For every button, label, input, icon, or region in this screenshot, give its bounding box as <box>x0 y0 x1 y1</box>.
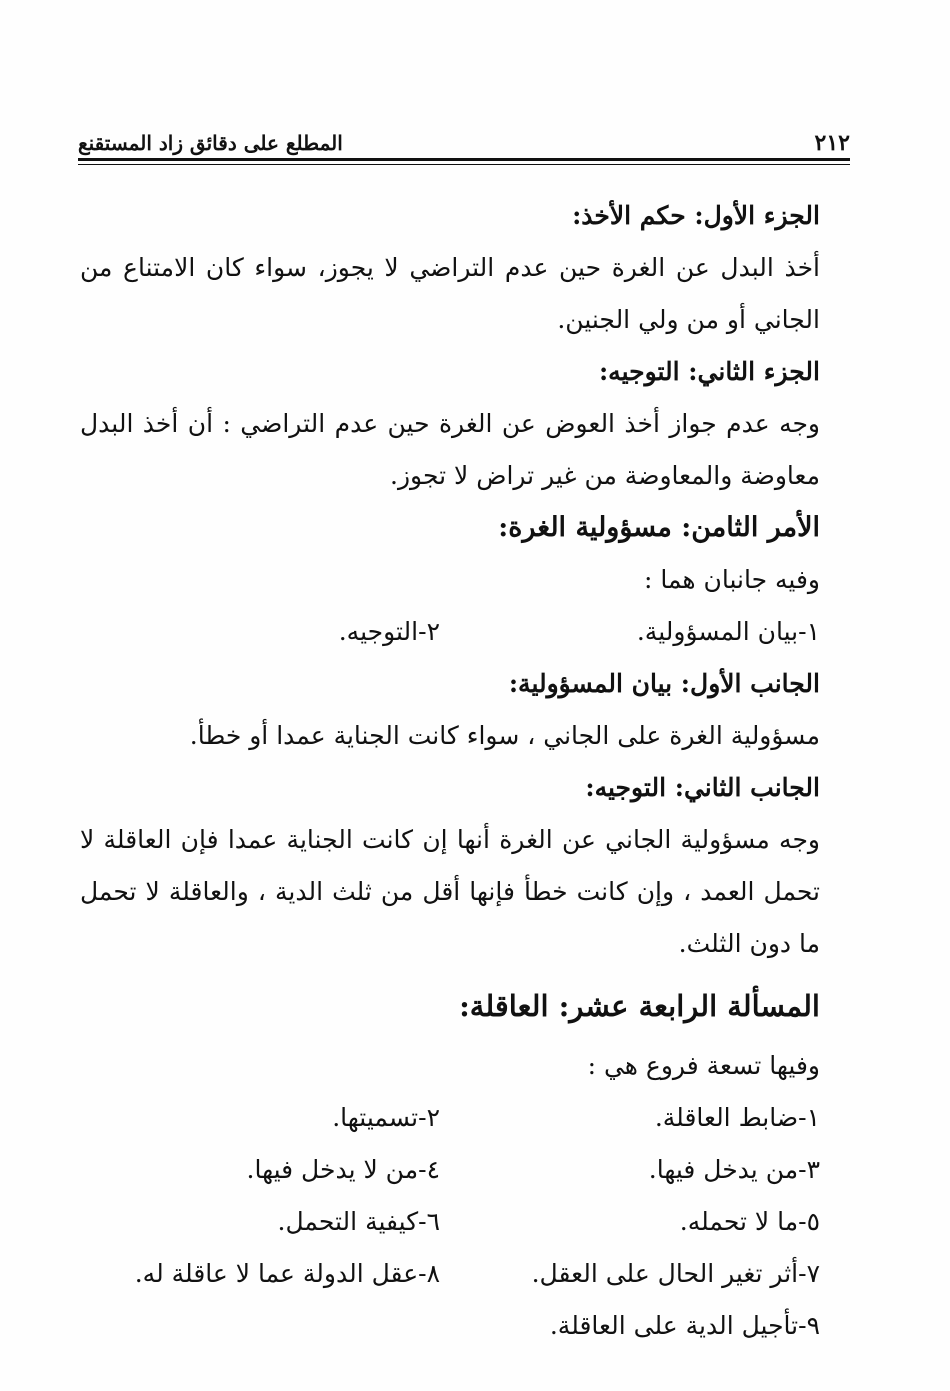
part1-paragraph: أخذ البدل عن الغرة حين عدم التراضي لا يجوز، سواء كان الامتناع من الجاني أو من ولي الجنين. <box>80 253 820 334</box>
list-item: ٣-من يدخل فيها. <box>648 1155 820 1184</box>
branch-row <box>80 1144 820 1196</box>
section-intro: وفيها تسعة فروع هي : <box>587 1051 820 1080</box>
amr-intro: وفيه جانبان هما : <box>643 565 820 594</box>
list-item: ٢-التوجيه. <box>338 617 440 646</box>
list-item: ٤-من لا يدخل فيها. <box>246 1155 440 1184</box>
branch-row <box>80 1300 820 1352</box>
page-header <box>78 128 850 158</box>
side1-paragraph: مسؤولية الغرة على الجاني ، سواء كانت الجناية عمدا أو خطأ. <box>189 721 820 750</box>
side1-heading: الجانب الأول: بيان المسؤولية: <box>508 669 820 698</box>
part1-heading: الجزء الأول: حكم الأخذ: <box>572 201 820 230</box>
page-body <box>80 190 820 1352</box>
list-item: ٨-عقل الدولة عما لا عاقلة له. <box>134 1259 440 1288</box>
side2-paragraph: وجه مسؤولية الجاني عن الغرة أنها إن كانت الجناية عمدا فإن العاقلة لا تحمل العمد ، وإن كانت خطأ فإنها أقل من ثلث الدية ، والعاقلة لا تحمل ما دون الثلث. <box>80 825 820 958</box>
list-item: ٦-كيفية التحمل. <box>277 1207 440 1236</box>
book-title: المطلع على دقائق زاد المستقنع <box>78 131 343 155</box>
list-item: ١-ضابط العاقلة. <box>654 1103 820 1132</box>
list-item: ٢-تسميتها. <box>332 1103 440 1132</box>
list-item: ٧-أثر تغير الحال على العقل. <box>531 1259 820 1288</box>
section-heading: المسألة الرابعة عشر: العاقلة: <box>459 989 820 1023</box>
branch-row <box>80 1248 820 1300</box>
side2-heading: الجانب الثاني: التوجيه: <box>585 773 820 802</box>
amr-list <box>80 606 820 658</box>
header-rule-thick <box>78 158 850 161</box>
list-item: ١-بيان المسؤولية. <box>636 617 820 646</box>
branch-row <box>80 1092 820 1144</box>
header-rule-thin <box>78 164 850 165</box>
list-item: ٩-تأجيل الدية على العاقلة. <box>549 1311 820 1340</box>
part2-heading: الجزء الثاني: التوجيه: <box>598 357 820 386</box>
part2-paragraph: وجه عدم جواز أخذ العوض عن الغرة حين عدم التراضي : أن أخذ البدل معاوضة والمعاوضة من غير تراض لا تجوز. <box>80 409 820 490</box>
branch-row <box>80 1196 820 1248</box>
page-number: ٢١٢ <box>814 130 850 156</box>
amr-heading: الأمر الثامن: مسؤولية الغرة: <box>498 512 820 543</box>
list-item: ٥-ما لا تحمله. <box>679 1207 820 1236</box>
